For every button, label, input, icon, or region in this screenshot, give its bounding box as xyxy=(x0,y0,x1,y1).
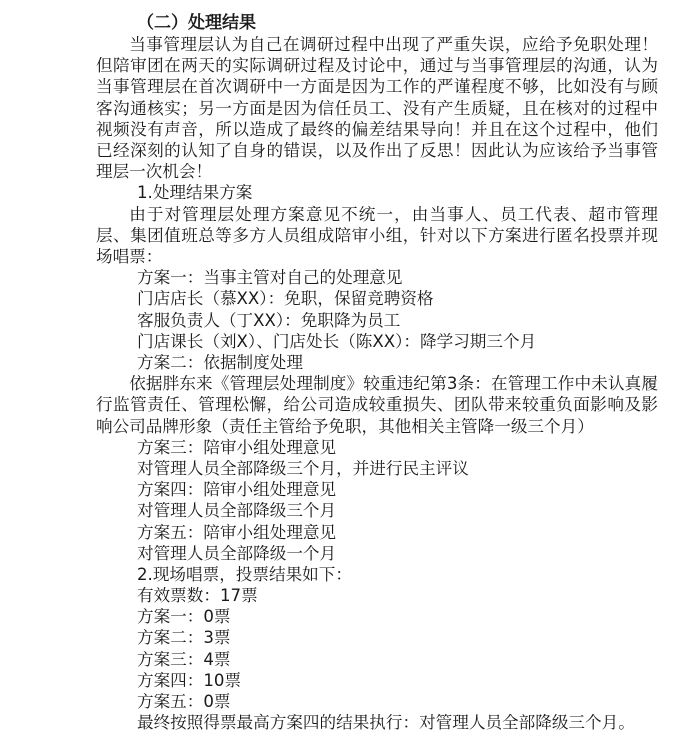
plan2-title: 方案二：依据制度处理 xyxy=(137,352,303,372)
valid-votes: 有效票数：17票 xyxy=(137,586,258,606)
plan5-title: 方案五：陪审小组处理意见 xyxy=(137,522,337,542)
section-heading: （二）处理结果 xyxy=(137,13,256,33)
plan1-line-service-lead: 客服负责人（丁XX）：免职降为员工 xyxy=(137,310,401,330)
intro-paragraph: 当事管理层认为自己在调研过程中出现了严重失误，应给予免职处理！但陪审团在两天的实际调研过程及讨论中，通过与当事管理层的沟通，认为当事管理层在首次调研中一方面是因为工作的严谨程度不够，比如没有与顾客沟通核实；另一方面是因为信任员工、没有产生质疑，且在核对的过程中视频没有声音，所以造成了最终的偏差结果导向！并且在这个过程中，他们已经深刻的认知了自身的错误，以及作出了反思！因此认为应该给予当事管理层一次机会！ xyxy=(96,35,658,182)
plan3-title: 方案三：陪审小组处理意见 xyxy=(137,437,337,457)
result-plan3: 方案三：4票 xyxy=(137,649,231,669)
section1-paragraph: 由于对管理层处理方案意见不统一，由当事人、员工代表、超市管理层、集团值班总等多方人员组成陪审小组，针对以下方案进行匿名投票并现场唱票： xyxy=(96,204,658,267)
plan1-line-store-manager: 门店店长（慕XX）：免职，保留竞聘资格 xyxy=(137,289,434,309)
section2-title: 2.现场唱票，投票结果如下： xyxy=(137,564,352,584)
plan3-line: 对管理人员全部降级三个月，并进行民主评议 xyxy=(137,458,469,478)
final-conclusion: 最终按照得票最高方案四的结果执行：对管理人员全部降级三个月。 xyxy=(137,713,635,733)
plan4-title: 方案四：陪审小组处理意见 xyxy=(137,480,337,500)
result-plan4: 方案四：10票 xyxy=(137,670,242,690)
result-plan5: 方案五：0票 xyxy=(137,692,231,712)
result-plan1: 方案一：0票 xyxy=(137,607,231,627)
plan1-line-section-heads: 门店课长（刘X）、门店处长（陈XX）：降学习期三个月 xyxy=(137,331,537,351)
plan5-line: 对管理人员全部降级一个月 xyxy=(137,543,337,563)
plan1-title: 方案一：当事主管对自己的处理意见 xyxy=(137,268,403,288)
plan2-paragraph: 依据胖东来《管理层处理制度》较重违纪第3条：在管理工作中未认真履行监管责任、管理松懈，给公司造成较重损失、团队带来较重负面影响及影响公司品牌形象（责任主管给予免职，其他相关主管降一级三个月） xyxy=(96,374,658,436)
plan4-line: 对管理人员全部降级三个月 xyxy=(137,501,337,521)
section1-title: 1.处理结果方案 xyxy=(137,183,253,203)
result-plan2: 方案二：3票 xyxy=(137,628,231,648)
